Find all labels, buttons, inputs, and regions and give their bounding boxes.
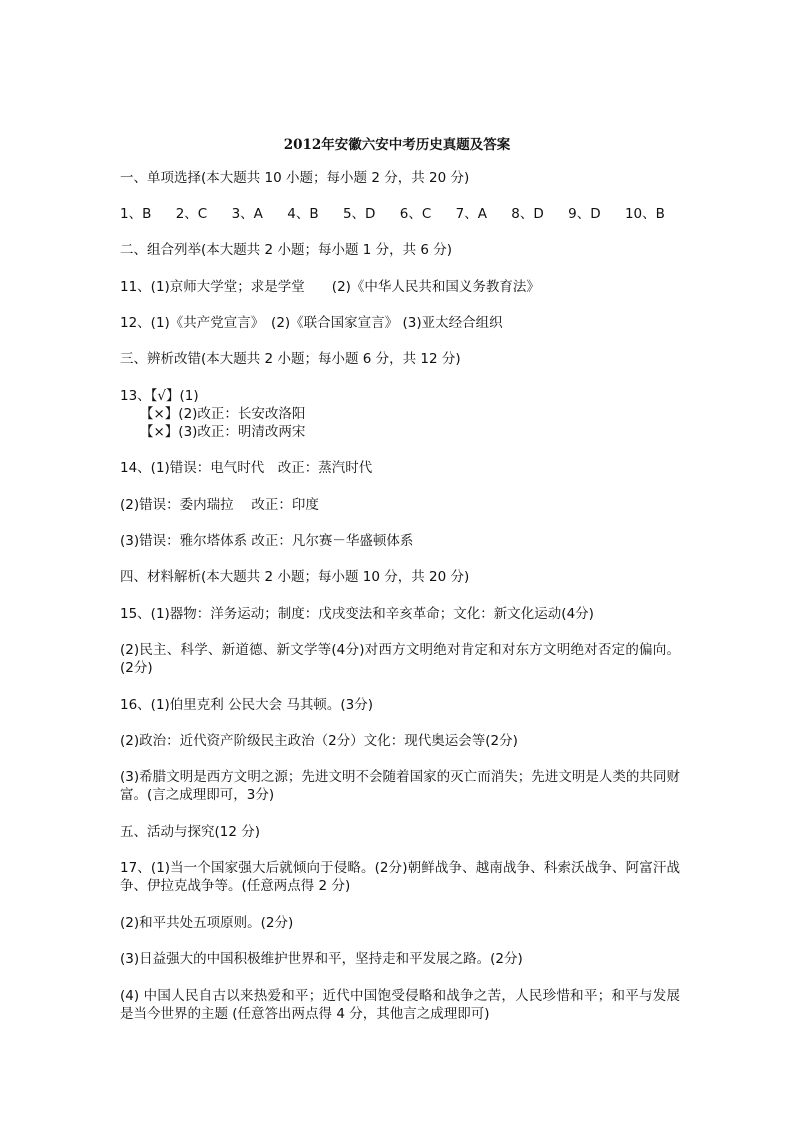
answer-q13-1: 13、【√】(1) — [120, 388, 199, 404]
mc-answer-row — [120, 205, 665, 223]
answer-q13-2: 【×】(2)改正：长安改洛阳 — [140, 406, 306, 422]
answer-q11: 11、(1)京师大学堂；求是学堂 (2)《中华人民共和国义务教育法》 — [120, 279, 540, 295]
answer-q17-2: (2)和平共处五项原则。(2分) — [120, 915, 294, 931]
mc-answer: 6、C — [399, 206, 432, 222]
answer-q13-3: 【×】(3)改正：明清改两宋 — [140, 424, 306, 440]
page-title: 2012年安徽六安中考历史真题及答案 — [283, 137, 511, 153]
mc-answer: 2、C — [175, 206, 208, 222]
section-heading-4: 四、材料解析(本大题共 2 小题；每小题 10 分，共 20 分) — [120, 569, 470, 585]
answer-q16-3: (3)希腊文明是西方文明之源；先进文明不会随着国家的灭亡而消失；先进文明是人类的共同财富。(言之成理即可，3分) — [120, 769, 680, 803]
section-heading-3: 三、辨析改错(本大题共 2 小题；每小题 6 分，共 12 分) — [120, 351, 461, 367]
mc-answer: 7、A — [455, 206, 487, 222]
mc-answer: 3、A — [231, 206, 263, 222]
answer-q17-1: 17、(1)当一个国家强大后就倾向于侵略。(2分)朝鲜战争、越南战争、科索沃战争、阿富汗战争、伊拉克战争等。(任意两点得 2 分) — [120, 860, 680, 894]
answer-q15-1: 15、(1)器物：洋务运动；制度：戊戌变法和辛亥革命；文化：新文化运动(4分) — [120, 606, 594, 622]
section-heading-2: 二、组合列举(本大题共 2 小题；每小题 1 分，共 6 分) — [120, 242, 453, 258]
answer-q14-1: 14、(1)错误：电气时代 改正：蒸汽时代 — [120, 460, 373, 476]
answer-q16-1: 16、(1)伯里克利 公民大会 马其顿。(3分) — [120, 697, 374, 713]
mc-answer: 5、D — [342, 206, 376, 222]
answer-q16-2: (2)政治：近代资产阶级民主政治（2分）文化：现代奥运会等(2分) — [120, 733, 518, 749]
section-heading-1: 一、单项选择(本大题共 10 小题；每小题 2 分，共 20 分) — [120, 170, 470, 186]
mc-answer: 4、B — [287, 206, 319, 222]
mc-answer: 9、D — [568, 206, 601, 222]
answer-q15-2: (2)民主、科学、新道德、新文学等(4分)对西方文明绝对肯定和对东方文明绝对否定的偏向。(2分) — [120, 642, 680, 676]
answer-q17-4: (4) 中国人民自古以来热爱和平；近代中国饱受侵略和战争之苦，人民珍惜和平；和平与发展是当今世界的主题 (任意答出两点得 4 分，其他言之成理即可) — [120, 988, 680, 1022]
answer-q14-3: (3)错误：雅尔塔体系 改正：凡尔赛－华盛顿体系 — [120, 533, 414, 549]
mc-answer: 8、D — [511, 206, 544, 222]
mc-answer: 10、B — [624, 206, 665, 222]
section-heading-5: 五、活动与探究(12 分) — [120, 824, 261, 840]
answer-q17-3: (3)日益强大的中国积极维护世界和平，坚持走和平发展之路。(2分) — [120, 951, 523, 967]
answer-q12: 12、(1)《共产党宣言》 (2)《联合国家宣言》 (3)亚太经合组织 — [120, 315, 503, 331]
answer-q14-2: (2)错误：委内瑞拉 改正：印度 — [120, 497, 319, 513]
mc-answer: 1、B — [120, 206, 152, 222]
